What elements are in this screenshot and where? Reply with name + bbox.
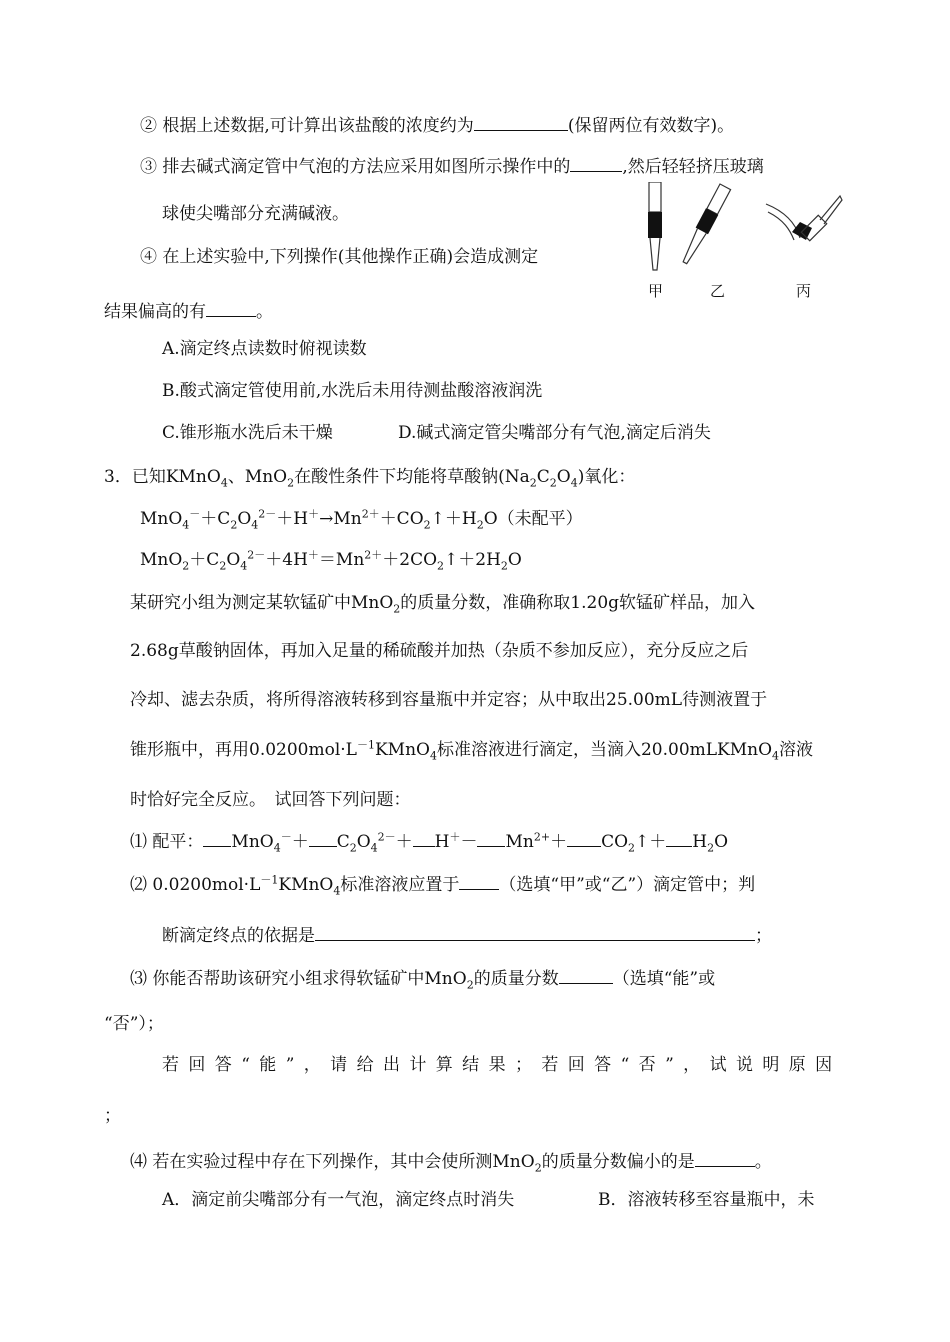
q3-sub2-line2: 断滴定终点的依据是 ； <box>162 922 772 948</box>
q3-sub1: ⑴ 配平： $MnO_4^-+ C_2O_4^{2-}+ H^+- Mn^{2+}+$ $CO_2↑+ H_2O$ <box>130 828 728 854</box>
q3-para4: 锥形瓶中，再用$0.0200mol\cdot L^{-1}KMnO_4$标准溶液进行滴定，当滴入20.00mLKMnO$_4$溶液 <box>130 738 814 763</box>
figure-label-bing: 丙 <box>796 282 812 300</box>
q3-sub4: ⑷ 若在实验过程中存在下列操作，其中会使所测MnO$_2$的质量分数偏小的是 。 <box>130 1148 772 1174</box>
coef-blank-5[interactable] <box>567 828 601 847</box>
q3-sub4-option-b: B．溶液转移至容量瓶中，未 <box>598 1190 815 1210</box>
q3-sub3-line3: 若回答“能”，请给出计算结果；若回答“否”，试说明原因 <box>162 1055 842 1075</box>
low-result-blank[interactable] <box>695 1148 755 1167</box>
q2-option-b: B.酸式滴定管使用前,水洗后未用待测盐酸溶液润洗 <box>162 381 543 401</box>
q2-item3-line2: 球使尖嘴部分充满碱液。 <box>162 204 349 224</box>
endpoint-basis-blank[interactable] <box>315 922 755 941</box>
q3-sub4-option-a: A．滴定前尖嘴部分有一气泡，滴定终点时消失 <box>162 1190 515 1210</box>
q3-sub3-line2: “否”）； <box>104 1014 164 1034</box>
q3-intro: 3．已知KMnO$_4$、MnO$_2$在酸性条件下均能将草酸钠$(Na_2C_2O_4)$氧化： <box>104 467 636 490</box>
burette-drawing <box>636 182 848 302</box>
burette-yi-icon <box>679 184 732 267</box>
q3-para1: 某研究小组为测定某软锰矿中MnO$_2$的质量分数，准确称取1.20g软锰矿样品，加入 <box>130 593 756 616</box>
burette-bing-icon <box>766 196 842 241</box>
bubble-method-blank[interactable] <box>570 153 622 172</box>
equation-1: $MnO_4^-+C_2O_4^{2-}+H^+\to Mn^{2+}+CO_2↑+H_2O$（未配平） <box>140 507 583 532</box>
coef-blank-3[interactable] <box>413 828 435 847</box>
q3-para2: 2.68g草酸钠固体，再加入足量的稀硫酸并加热（杂质不参加反应），充分反应之后 <box>130 641 749 661</box>
coef-blank-4[interactable] <box>477 828 505 847</box>
equation-2: $MnO_2+C_2O_4^{2-}+4H^+=Mn^{2+}+2CO_2↑+2H_2O$ <box>140 548 522 573</box>
q2-item3: ③ 排去碱式滴定管中气泡的方法应采用如图所示操作中的 ,然后轻轻挤压玻璃 <box>140 153 764 179</box>
high-result-blank[interactable] <box>206 298 256 317</box>
burette-figure <box>636 182 848 302</box>
q2-option-c: C.锥形瓶水洗后未干燥 <box>162 423 333 443</box>
coef-blank-6[interactable] <box>666 828 692 847</box>
q2-item4-line2: 结果偏高的有 。 <box>104 298 273 324</box>
q2-option-a: A.滴定终点读数时俯视读数 <box>162 339 367 359</box>
figure-label-yi: 乙 <box>710 282 726 300</box>
q3-para5: 时恰好完全反应。 试回答下列问题： <box>130 790 411 810</box>
q2-item2: ② 根据上述数据,可计算出该盐酸的浓度约为 (保留两位有效数字)。 <box>140 112 734 138</box>
can-or-not-blank[interactable] <box>559 965 613 984</box>
q2-option-d: D.碱式滴定管尖嘴部分有气泡,滴定后消失 <box>398 423 711 443</box>
burette-choice-blank[interactable] <box>459 871 499 890</box>
coef-blank-2[interactable] <box>309 828 337 847</box>
q3-sub3-line4: ； <box>104 1106 121 1126</box>
concentration-blank[interactable] <box>474 112 568 131</box>
coef-blank-1[interactable] <box>203 828 231 847</box>
q3-sub3: ⑶ 你能否帮助该研究小组求得软锰矿中MnO$_2$的质量分数 （选填“能”或 <box>130 965 715 991</box>
q3-sub2: ⑵ $0.0200mol\cdot L^{-1}KMnO_4$标准溶液应置于 （选填“甲”或“乙”）滴定管中；判 <box>130 871 755 897</box>
q3-para3: 冷却、滤去杂质，将所得溶液转移到容量瓶中并定容；从中取出25.00mL待测液置于 <box>130 690 768 710</box>
burette-jia-icon <box>648 182 662 270</box>
figure-label-jia: 甲 <box>648 282 664 300</box>
q2-item4: ④ 在上述实验中,下列操作(其他操作正确)会造成测定 <box>140 247 539 267</box>
